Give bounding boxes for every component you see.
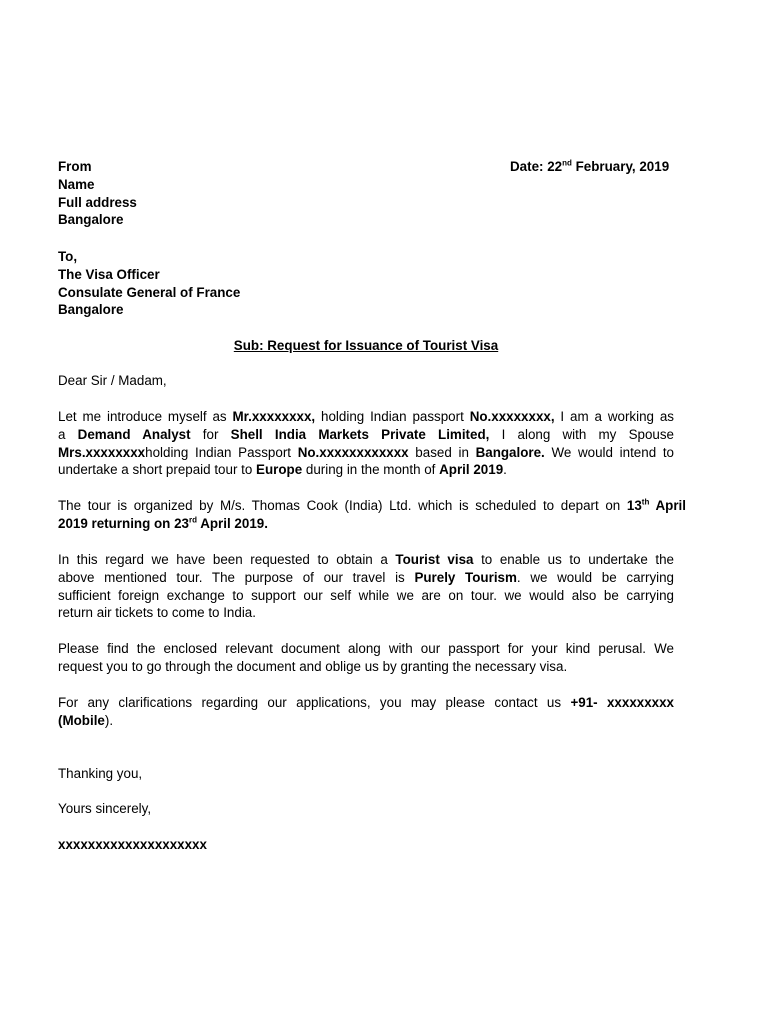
text-segment: Europe bbox=[256, 462, 303, 478]
text-segment: Mrs.xxxxxxxx bbox=[58, 444, 146, 460]
text-segment: I along with my Spouse bbox=[489, 426, 674, 442]
text-segment: 2019 returning on 23 bbox=[58, 515, 189, 531]
date-rest: February, 2019 bbox=[571, 159, 670, 174]
text-segment: April bbox=[649, 498, 686, 513]
signature-block bbox=[58, 836, 674, 854]
text-segment: during in the month of bbox=[302, 462, 440, 478]
text-segment: for bbox=[190, 426, 231, 442]
recipient-block bbox=[58, 248, 674, 319]
text-segment: holding Indian Passport bbox=[145, 444, 298, 460]
text-segment: April 2019 bbox=[439, 462, 504, 478]
para5-line-2 bbox=[58, 712, 674, 730]
closing-sincerely bbox=[58, 800, 674, 818]
text-segment: based in bbox=[408, 444, 476, 460]
para3-line-4: return air tickets to come to India. bbox=[58, 605, 256, 621]
para3-line-2 bbox=[58, 569, 674, 587]
thanks-line: Thanking you, bbox=[58, 766, 143, 781]
text-segment: undertake a short prepaid tour to bbox=[58, 462, 257, 478]
paragraph-enclosures bbox=[58, 640, 674, 676]
text-segment: I am a working as bbox=[554, 409, 674, 424]
text-segment: . bbox=[503, 462, 507, 478]
text-segment: Mr.xxxxxxxx, bbox=[232, 409, 316, 424]
paragraph-contact bbox=[58, 694, 674, 730]
sender-name: Name bbox=[58, 176, 95, 192]
para3-line-3: sufficient foreign exchange to support our self while we are on tour. we would also be carrying bbox=[58, 587, 674, 603]
recipient-title: The Visa Officer bbox=[58, 266, 160, 282]
text-segment: Purely Tourism bbox=[414, 569, 517, 585]
text-segment: In this regard we have been requested to obtain a bbox=[58, 552, 396, 567]
para4-line-2: request you to go through the document and oblige us by granting the necessary visa. bbox=[58, 658, 568, 674]
date-prefix: Date: 22 bbox=[510, 159, 563, 174]
letter-date bbox=[510, 158, 710, 176]
paragraph-tour-details bbox=[58, 497, 686, 533]
text-segment: Shell India Markets Private Limited, bbox=[230, 426, 490, 442]
para2-line-2 bbox=[58, 515, 686, 533]
superscript: th bbox=[641, 497, 650, 507]
text-segment: Demand Analyst bbox=[77, 426, 191, 442]
text-segment: No.xxxxxxxxxxxx bbox=[297, 444, 409, 460]
text-segment: We would intend to bbox=[544, 444, 674, 460]
text-segment: 13 bbox=[626, 498, 642, 513]
text-segment: Let me introduce myself as bbox=[58, 409, 233, 424]
text-segment: above mentioned tour. The purpose of our travel is bbox=[58, 569, 415, 585]
closing-thanks bbox=[58, 765, 674, 783]
date-suffix: nd bbox=[562, 158, 572, 168]
para5-line-1 bbox=[58, 694, 674, 712]
to-label: To, bbox=[58, 249, 78, 264]
text-segment: Bangalore. bbox=[475, 444, 545, 460]
text-segment: No.xxxxxxxx, bbox=[469, 409, 555, 424]
para3-line-1 bbox=[58, 551, 674, 569]
text-segment: ). bbox=[104, 712, 114, 728]
text-segment: holding Indian passport bbox=[315, 409, 470, 424]
paragraph-introduction bbox=[58, 408, 674, 479]
from-label: From bbox=[58, 159, 92, 174]
text-segment: The tour is organized by M/s. Thomas Cook (India) Ltd. which is scheduled to depart on bbox=[58, 498, 627, 513]
text-segment: For any clarifications regarding our applications, you may please contact us bbox=[58, 695, 571, 710]
subject-line: Sub: Request for Issuance of Tourist Visa bbox=[233, 338, 499, 353]
sender-city: Bangalore bbox=[58, 212, 124, 228]
paragraph-purpose bbox=[58, 551, 674, 622]
text-segment: . we would be carrying bbox=[516, 569, 675, 585]
signature-name: xxxxxxxxxxxxxxxxxxxx bbox=[58, 837, 207, 852]
para4-line-1: Please find the enclosed relevant document along with our passport for your kind perusal. We bbox=[58, 641, 674, 656]
text-segment: Tourist visa bbox=[395, 552, 474, 567]
para1-line-1 bbox=[58, 408, 674, 426]
superscript: rd bbox=[188, 515, 197, 525]
sincerely-line: Yours sincerely, bbox=[58, 801, 152, 816]
text-segment: (Mobile bbox=[58, 712, 105, 728]
text-segment: a bbox=[58, 426, 78, 442]
text-segment: April 2019. bbox=[196, 515, 268, 531]
recipient-org: Consulate General of France bbox=[58, 284, 241, 300]
salutation-block bbox=[58, 372, 674, 390]
para1-line-2 bbox=[58, 426, 674, 444]
para1-line-3 bbox=[58, 444, 674, 462]
recipient-city: Bangalore bbox=[58, 302, 124, 318]
text-segment: to enable us to undertake the bbox=[473, 552, 674, 567]
contact-number: +91- xxxxxxxxx bbox=[570, 695, 675, 710]
sender-address: Full address bbox=[58, 194, 137, 210]
para1-line-4 bbox=[58, 461, 674, 479]
para2-line-1 bbox=[58, 497, 686, 515]
salutation: Dear Sir / Madam, bbox=[58, 373, 167, 388]
